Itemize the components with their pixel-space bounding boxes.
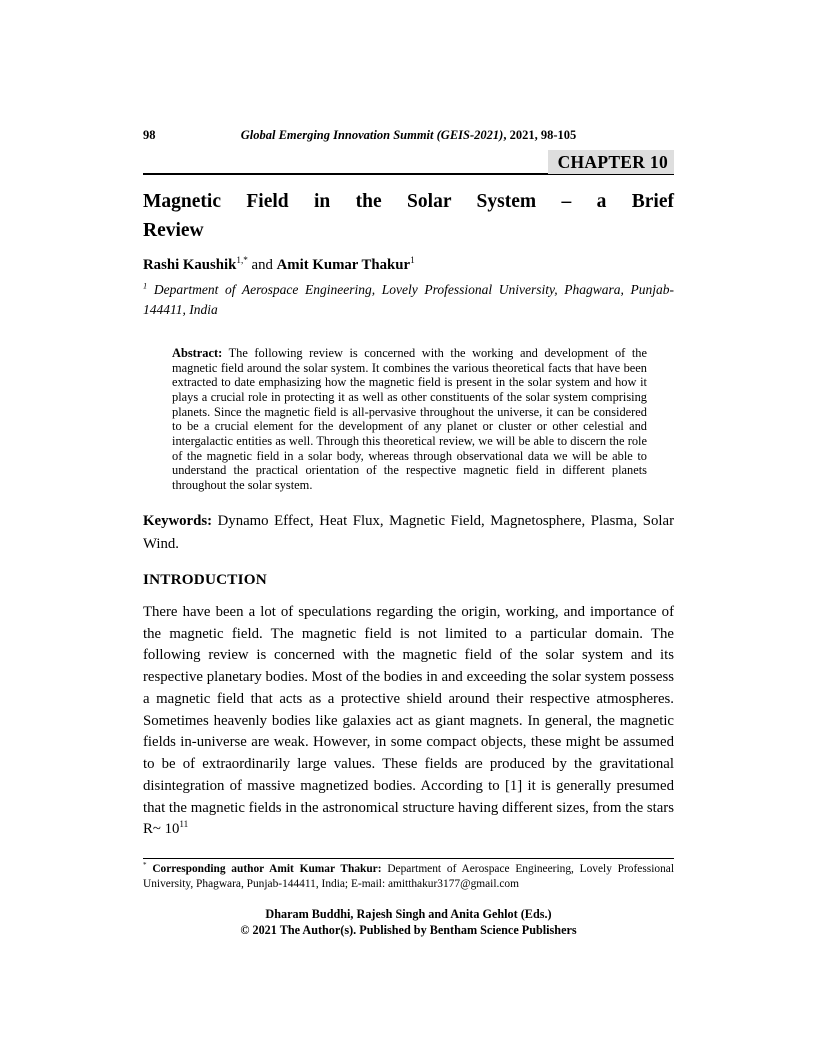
- journal-title: Global Emerging Innovation Summit (GEIS-2021): [240, 128, 504, 142]
- paper-title: [143, 188, 674, 246]
- chapter-rule: [143, 150, 674, 175]
- affiliation: [143, 280, 674, 321]
- chapter-badge: CHAPTER 10: [548, 150, 674, 174]
- author-2-superscript: 1: [410, 254, 415, 265]
- introduction-superscript: 11: [179, 819, 189, 830]
- keywords-text: Dynamo Effect, Heat Flux, Magnetic Field, Magnetosphere, Plasma, Solar Wind.: [143, 513, 674, 552]
- journal-issue-pages: , 2021, 98-105: [503, 128, 577, 142]
- author-1-superscript: 1,*: [236, 254, 248, 265]
- title-line-1: Magnetic Field in the Solar System – a Brief: [143, 191, 674, 212]
- keywords-block: [143, 510, 674, 554]
- corresponding-author-footnote: [143, 862, 674, 893]
- authors-line: [143, 254, 674, 274]
- abstract-label: Abstract:: [172, 346, 223, 361]
- publisher-editors: Dharam Buddhi, Rajesh Singh and Anita Gehlot (Eds.): [265, 906, 552, 921]
- footnote-marker: *: [143, 861, 147, 870]
- author-name-2: Amit Kumar Thakur: [276, 256, 411, 273]
- page-content: [143, 128, 674, 939]
- introduction-paragraph: [143, 602, 674, 841]
- footnote-bold-label: Corresponding author Amit Kumar Thakur:: [152, 863, 382, 876]
- authors-connector: and: [251, 256, 273, 273]
- affiliation-text: Department of Aerospace Engineering, Lovely Professional University, Phagwara, Punjab-144411, India: [143, 281, 674, 317]
- page-header: [143, 128, 674, 143]
- publisher-block: [143, 906, 674, 939]
- publisher-copyright: © 2021 The Author(s). Published by Bentham Science Publishers: [240, 923, 577, 938]
- introduction-text: There have been a lot of speculations regarding the origin, working, and importance of the magnetic field. The magnetic field is not limited to a particular domain. The following review is concerned with the magnetic field of the solar system and its respective planetary bodies. Most of the bodies in and exceeding the solar system possess a magnetic field that acts as a protective shield around their respective atmospheres. Sometimes heavenly bodies like galaxies act as giant magnets. In general, the magnetic fields in-universe are weak. However, in some compact objects, these might be assumed to be of extraordinarily large values. These fields are produced by the gravitational disintegration of massive magnetized bodies. According to [1] it is generally presumed that the magnetic fields in the astronomical structure having different sizes, from the stars R~ 10: [143, 603, 674, 838]
- abstract-block: [172, 346, 647, 492]
- abstract-text: The following review is concerned with the working and development of the magnetic field around the solar system. It combines the various theoretical facts that have been extracted to date emphasizing how the magnetic field is present in the solar system and how it plays a crucial role in protecting it as well as other constituents of the solar system comprising planets. Since the magnetic field is all-pervasive throughout the universe, it can be considered to be a crucial element for the development of any planet or cluster or other celestial and intergalactic entities as well. Through this theoretical review, we will be able to discern the role of the magnetic field in a solar body, whereas through observational data we will be able to understand the practical orientation of the respective magnetic field in different planets throughout the solar system.: [172, 346, 648, 492]
- keywords-label: Keywords:: [143, 513, 213, 530]
- section-heading-introduction: INTRODUCTION: [143, 570, 267, 588]
- page-number: 98: [143, 128, 156, 142]
- footnote-separator: [143, 858, 674, 859]
- author-name-1: Rashi Kaushik: [143, 256, 237, 273]
- affiliation-superscript: 1: [143, 281, 148, 291]
- journal-reference: [213, 128, 604, 143]
- footnote-text: Department of Aerospace Engineering, Lovely Professional University, Phagwara, Punjab-144411, India; E-mail: amitthakur3177@gmail.com: [143, 863, 674, 891]
- title-line-2: Review: [143, 219, 204, 241]
